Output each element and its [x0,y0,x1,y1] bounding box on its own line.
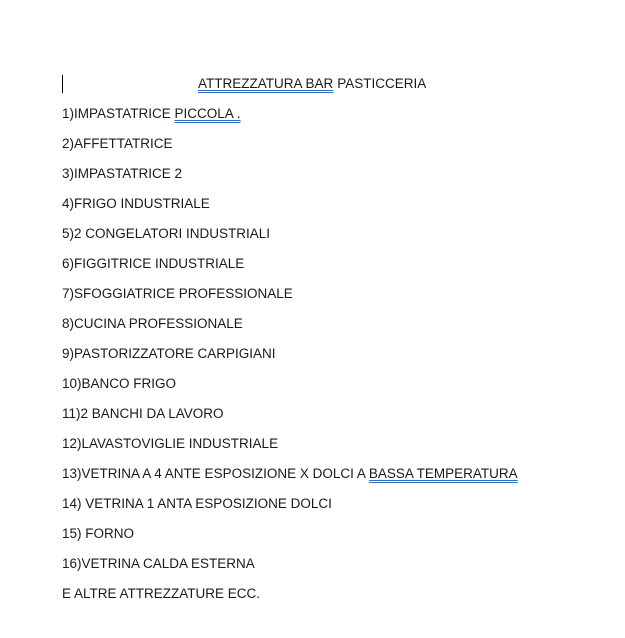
list-item [62,285,518,315]
list-item-text: 3)IMPASTATRICE 2 [62,166,183,181]
list-item-text: 14) VETRINA 1 ANTA ESPOSIZIONE DOLCI [62,496,332,511]
list-item [62,135,518,165]
list-item-text: 6)FIGGITRICE INDUSTRIALE [62,256,245,271]
list-item [62,435,518,465]
list-item-text: 5)2 CONGELATORI INDUSTRIALI [62,226,271,241]
list-item [62,225,518,255]
list-item-text: 16)VETRINA CALDA ESTERNA [62,556,255,571]
list-item [62,465,518,495]
list-item [62,495,518,525]
list-item-text: 4)FRIGO INDUSTRIALE [62,196,210,211]
list-item-text: 12)LAVASTOVIGLIE INDUSTRIALE [62,436,279,451]
title-part-plain: PASTICCERIA [337,76,427,91]
text-cursor [62,75,63,93]
list-item-text: 9)PASTORIZZATORE CARPIGIANI [62,346,276,361]
list-item-flagged-text[interactable]: BASSA TEMPERATURA [368,466,518,481]
list-item [62,585,518,615]
list-item-text: E ALTRE ATTREZZATURE ECC. [62,586,261,601]
list-item [62,195,518,225]
list-item-text: 11)2 BANCHI DA LAVORO [62,406,224,421]
document-title [198,75,426,93]
list-item [62,105,518,135]
list-item [62,555,518,585]
list-item [62,345,518,375]
list-item-text: 8)CUCINA PROFESSIONALE [62,316,243,331]
equipment-list [62,105,518,615]
list-item [62,375,518,405]
list-item-text: 15) FORNO [62,526,135,541]
list-item [62,525,518,555]
list-item-text: 1)IMPASTATRICE [62,106,175,121]
list-item-text: 7)SFOGGIATRICE PROFESSIONALE [62,286,293,301]
list-item [62,165,518,195]
list-item [62,255,518,285]
list-item [62,405,518,435]
list-item-text: 13)VETRINA A 4 ANTE ESPOSIZIONE X DOLCI A [62,466,369,481]
title-part-flagged[interactable]: ATTREZZATURA BAR [198,76,334,91]
list-item-text: 10)BANCO FRIGO [62,376,177,391]
list-item [62,315,518,345]
list-item-flagged-text[interactable]: PICCOLA . [174,106,241,121]
list-item-text: 2)AFFETTATRICE [62,136,173,151]
